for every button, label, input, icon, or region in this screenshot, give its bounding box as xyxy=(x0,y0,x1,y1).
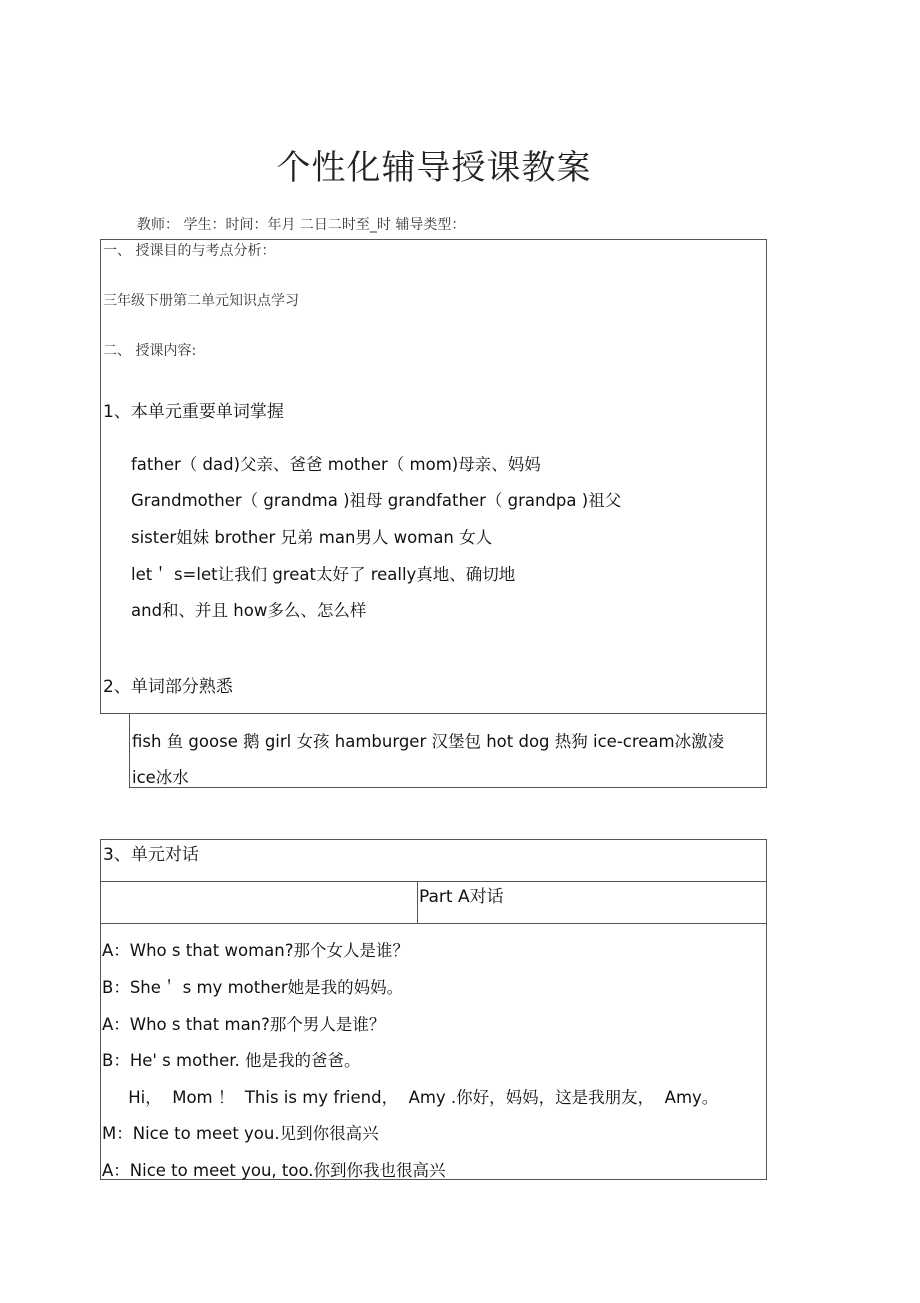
dialogue-line: A：Nice to meet you, too.你到你我也很高兴 xyxy=(102,1161,446,1180)
lesson-goal: 三年级下册第二单元知识点学习 xyxy=(103,293,299,309)
dialogue-line: M：Nice to meet you.见到你很高兴 xyxy=(102,1124,379,1143)
vocab-line: and和、并且 how多么、怎么样 xyxy=(131,601,367,620)
familiar-words-line: ice冰水 xyxy=(132,768,189,787)
vocab-line: father（ dad)父亲、爸爸 mother（ mom)母亲、妈妈 xyxy=(131,455,541,474)
page-title: 个性化辅导授课教案 xyxy=(276,148,592,188)
lesson-content-box xyxy=(100,239,767,714)
vocab-line: sister姐妹 brother 兄弟 man男人 woman 女人 xyxy=(131,528,493,547)
part-left-cell xyxy=(100,881,418,924)
vocab-line: let＇ s=let让我们 great太好了 really真地、确切地 xyxy=(131,565,516,584)
familiar-heading: 2、单词部分熟悉 xyxy=(103,677,233,697)
objective-heading: 一、 授课目的与考点分析： xyxy=(103,243,276,259)
dialogue-heading-box xyxy=(100,839,767,882)
dialogue-line: B：She＇ s my mother她是我的妈妈。 xyxy=(102,978,404,997)
dialogue-line: B：He' s mother. 他是我的爸爸。 xyxy=(102,1051,361,1070)
dialogue-line: A：Who s that man?那个男人是谁？ xyxy=(102,1015,386,1034)
dialogue-heading: 3、单元对话 xyxy=(103,845,199,865)
dialogue-line: Hi， Mom ！ This is my friend， Amy .你好，妈妈，这是我朋友， Amy。 xyxy=(102,1088,719,1107)
content-heading: 二、 授课内容: xyxy=(103,343,197,359)
info-line: 教师： 学生：时间：年月 二日二时至_时 辅导类型： xyxy=(137,217,466,233)
familiar-words-line: fish 鱼 goose 鹅 girl 女孩 hamburger 汉堡包 hot dog 热狗 ice-cream冰激凌 xyxy=(132,732,725,751)
vocab-heading: 1、本单元重要单词掌握 xyxy=(103,402,284,422)
part-a-label: Part A对话 xyxy=(419,887,504,907)
vocab-line: Grandmother（ grandma )祖母 grandfather（ grandpa )祖父 xyxy=(131,491,622,510)
dialogue-line: A：Who s that woman?那个女人是谁？ xyxy=(102,941,409,960)
